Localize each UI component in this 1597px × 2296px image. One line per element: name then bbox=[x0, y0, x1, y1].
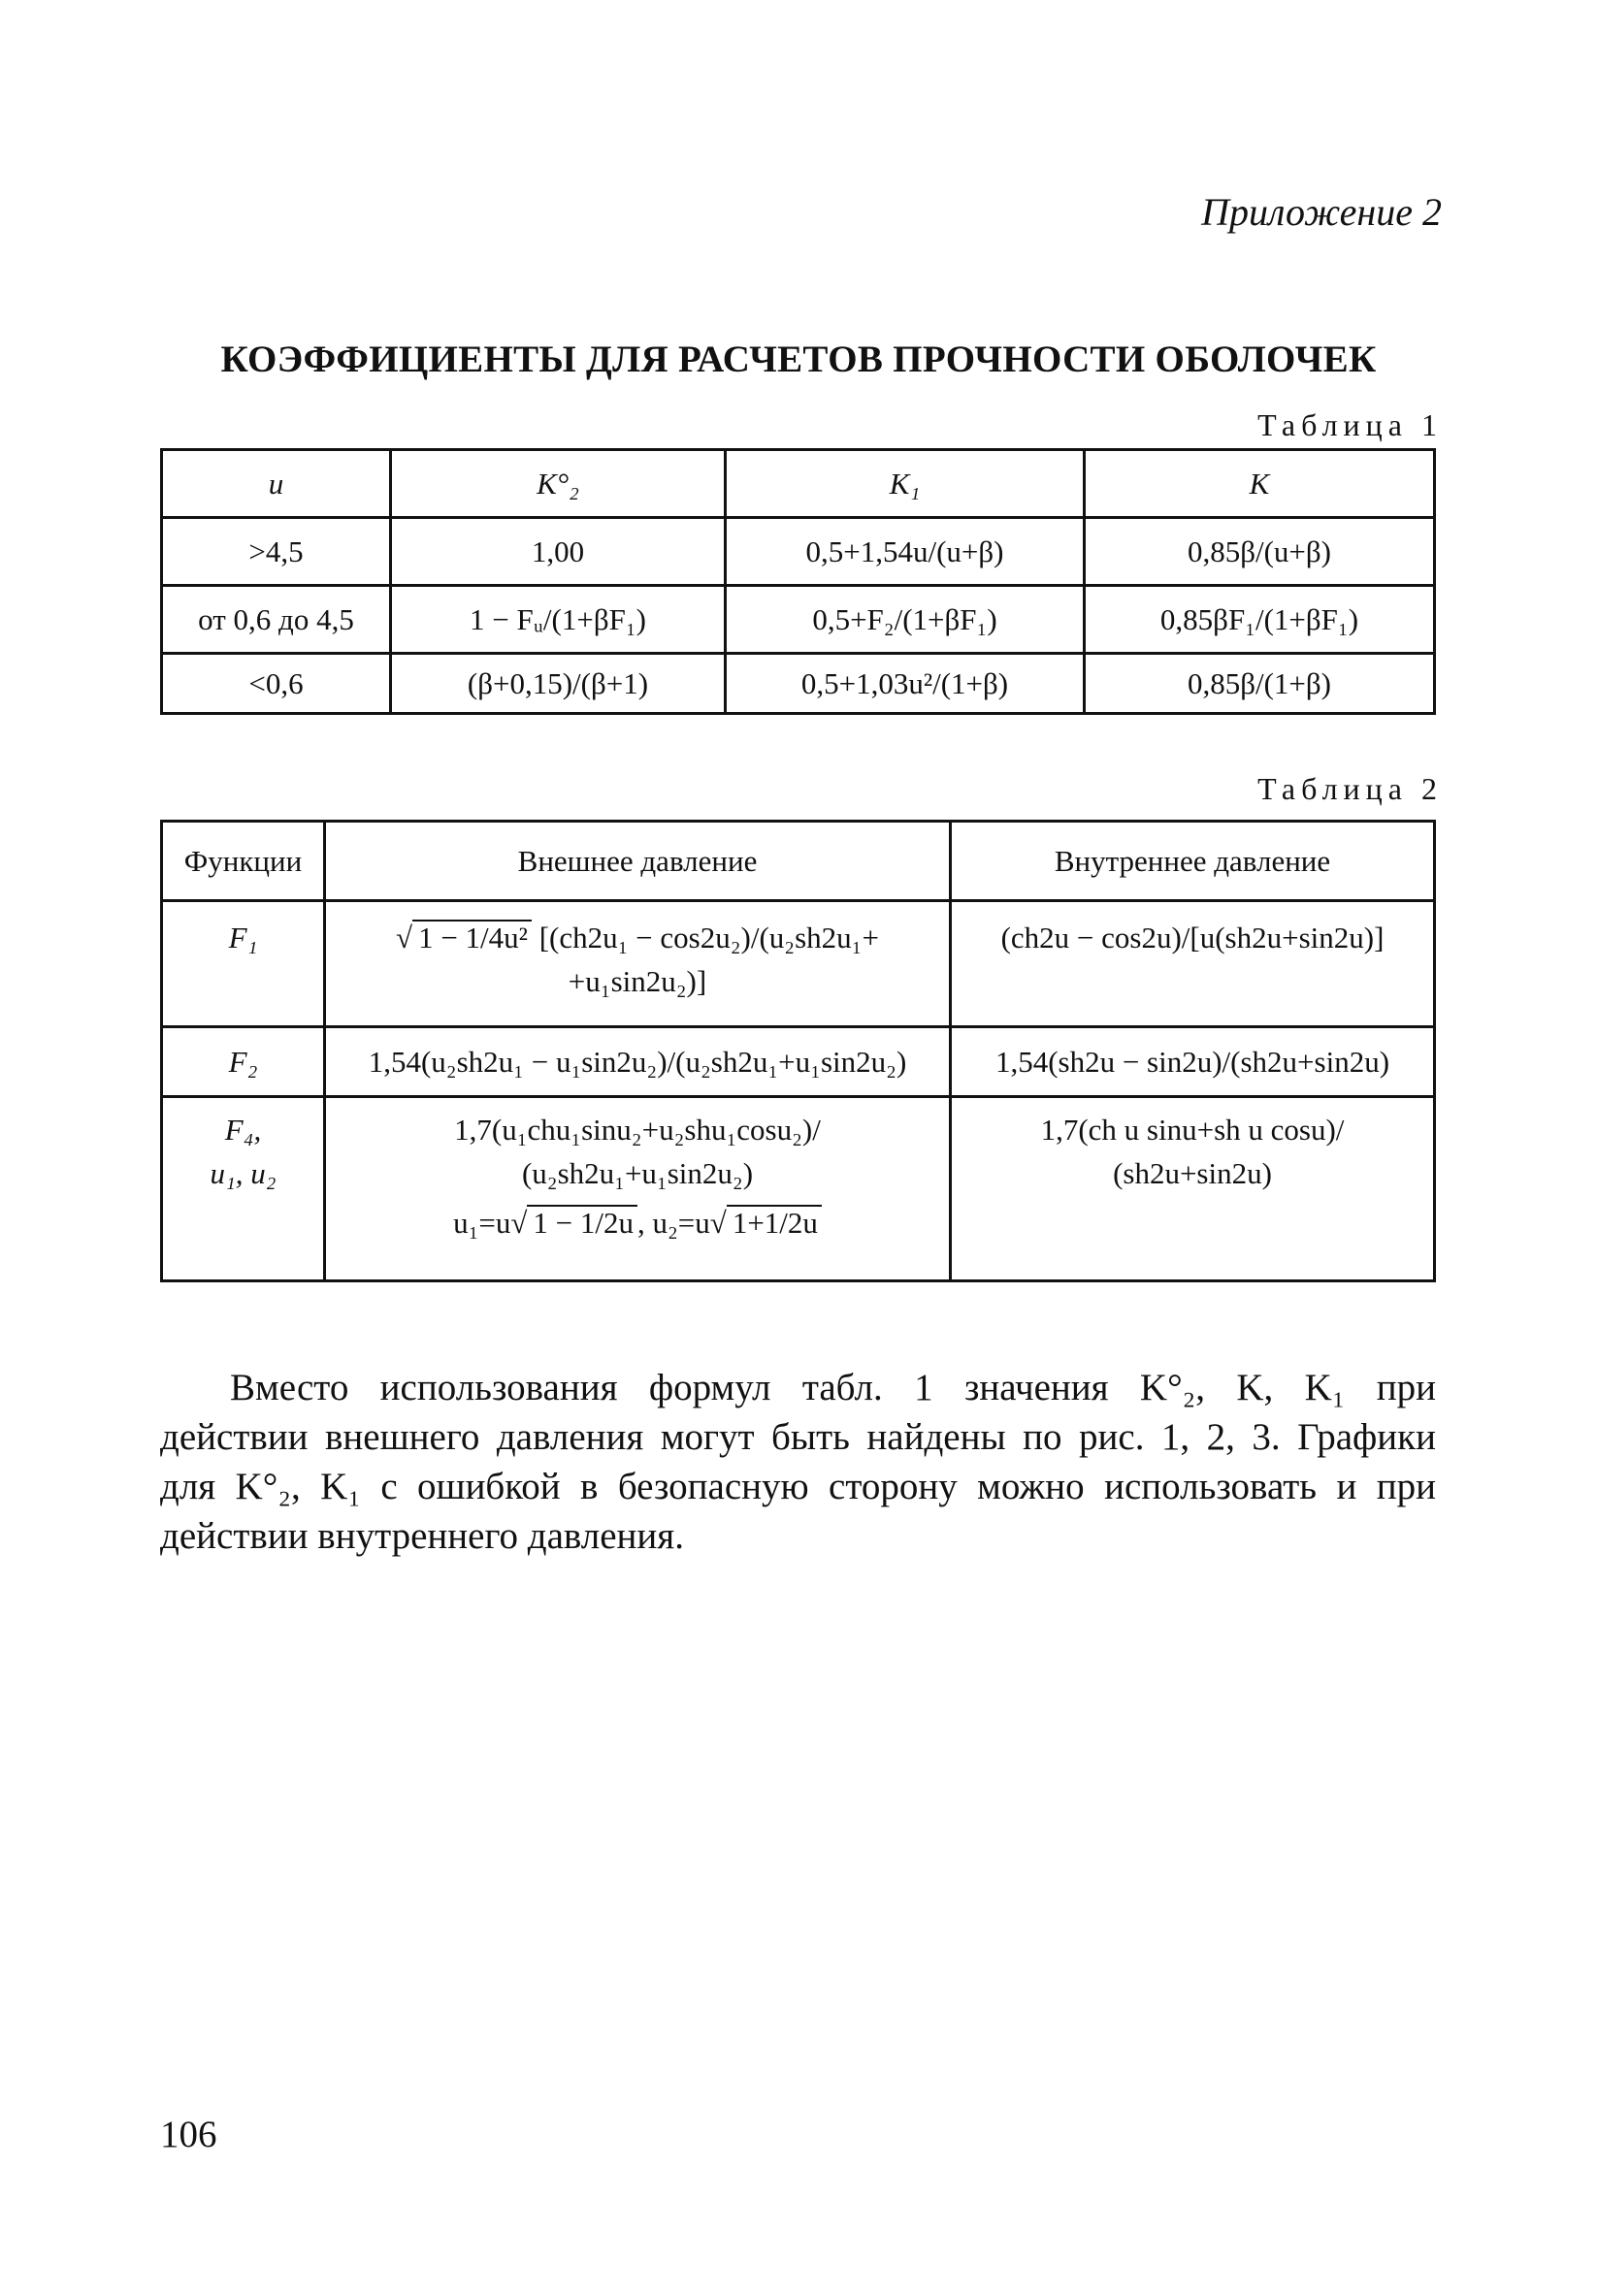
table1-caption: Таблица 1 bbox=[1257, 407, 1443, 442]
table-row bbox=[162, 1027, 1435, 1097]
table-cell: 1,00 bbox=[391, 518, 726, 586]
table-cell: F₂ bbox=[162, 1027, 325, 1097]
table-row bbox=[162, 901, 1435, 1027]
table-cell: 0,85β/(u+β) bbox=[1085, 518, 1435, 586]
table-cell: 1,54(u₂sh2u₁ − u₁sin2u₂)/(u₂sh2u₁+u₁sin2u₂) bbox=[325, 1027, 951, 1097]
paragraph-line: для K°₂, K₁ с ошибкой в безопасную сторону можно использовать и при bbox=[160, 1466, 1436, 1507]
appendix-label: Приложение 2 bbox=[1201, 190, 1442, 234]
table1-header-k1: K₁ bbox=[726, 450, 1085, 518]
page-title: КОЭФФИЦИЕНТЫ ДЛЯ РАСЧЕТОВ ПРОЧНОСТИ ОБОЛОЧЕК bbox=[220, 339, 1377, 380]
table-cell: <0,6 bbox=[162, 654, 391, 714]
table-cell bbox=[325, 901, 951, 1027]
sqrt-radicand: 1+1/2u bbox=[727, 1205, 822, 1240]
formula-line bbox=[332, 1201, 943, 1245]
sqrt-sign: √ bbox=[510, 1206, 528, 1240]
formula-line: (u₂sh2u₁+u₁sin2u₂) bbox=[521, 1156, 754, 1190]
table-cell bbox=[162, 1097, 325, 1281]
table-cell: 1,54(sh2u − sin2u)/(sh2u+sin2u) bbox=[951, 1027, 1435, 1097]
table-cell: F₁ bbox=[162, 901, 325, 1027]
table-row bbox=[162, 654, 1435, 714]
table2-header-external: Внешнее давление bbox=[325, 822, 951, 901]
table2-header-row bbox=[162, 822, 1435, 901]
body-paragraph bbox=[160, 1363, 1436, 1561]
formula-text: [(ch2u₁ − cos2u₂)/(u₂sh2u₁+ bbox=[538, 921, 879, 954]
paragraph-line: действии внутреннего давления. bbox=[160, 1515, 684, 1557]
table-2 bbox=[160, 820, 1436, 1282]
table-cell: >4,5 bbox=[162, 518, 391, 586]
sqrt-sign: √ bbox=[396, 921, 413, 954]
table-cell bbox=[951, 1097, 1435, 1281]
table-row bbox=[162, 586, 1435, 654]
table-row bbox=[162, 1097, 1435, 1281]
formula-text: , u₂=u bbox=[637, 1206, 710, 1240]
table-row bbox=[162, 518, 1435, 586]
table-cell bbox=[325, 1097, 951, 1281]
formula-line: +u₁sin2u₂)] bbox=[568, 964, 707, 998]
table1-header-k2: K°₂ bbox=[391, 450, 726, 518]
page-number: 106 bbox=[160, 2114, 217, 2155]
table-cell: 0,5+1,54u/(u+β) bbox=[726, 518, 1085, 586]
table-cell: 0,5+F₂/(1+βF₁) bbox=[726, 586, 1085, 654]
table-1 bbox=[160, 448, 1436, 715]
table-cell: от 0,6 до 4,5 bbox=[162, 586, 391, 654]
paragraph-line: действии внешнего давления могут быть найдены по рис. 1, 2, 3. Графики bbox=[160, 1416, 1436, 1458]
func-label: u₁, u₂ bbox=[210, 1156, 277, 1190]
sqrt-sign: √ bbox=[709, 1206, 727, 1240]
func-label: F₄, bbox=[224, 1113, 262, 1147]
formula-line: 1,7(ch u sinu+sh u cosu)/ bbox=[1040, 1113, 1345, 1147]
sqrt-radicand: 1 − 1/2u bbox=[527, 1205, 637, 1240]
table-cell: 1 − Fᵤ/(1+βF₁) bbox=[391, 586, 726, 654]
table1-header-u: u bbox=[162, 450, 391, 518]
table-cell: 0,5+1,03u²/(1+β) bbox=[726, 654, 1085, 714]
table1-header-row bbox=[162, 450, 1435, 518]
table-cell: 0,85β/(1+β) bbox=[1085, 654, 1435, 714]
table2-caption: Таблица 2 bbox=[1257, 771, 1443, 806]
formula-line: (sh2u+sin2u) bbox=[1113, 1156, 1272, 1190]
table1-header-k: K bbox=[1085, 450, 1435, 518]
table2-header-functions: Функции bbox=[162, 822, 325, 901]
formula-text: u₁=u bbox=[453, 1206, 511, 1240]
formula-line bbox=[332, 916, 943, 959]
table-cell: (β+0,15)/(β+1) bbox=[391, 654, 726, 714]
table-cell: (ch2u − cos2u)/[u(sh2u+sin2u)] bbox=[951, 901, 1435, 1027]
paragraph-line: Вместо использования формул табл. 1 значения K°₂, K, K₁ при bbox=[230, 1367, 1436, 1408]
table2-header-internal: Внутреннее давление bbox=[951, 822, 1435, 901]
table-cell: 0,85βF₁/(1+βF₁) bbox=[1085, 586, 1435, 654]
formula-line: 1,7(u₁chu₁sinu₂+u₂shu₁cosu₂)/ bbox=[454, 1113, 821, 1147]
sqrt-radicand: 1 − 1/4u² bbox=[412, 920, 532, 954]
